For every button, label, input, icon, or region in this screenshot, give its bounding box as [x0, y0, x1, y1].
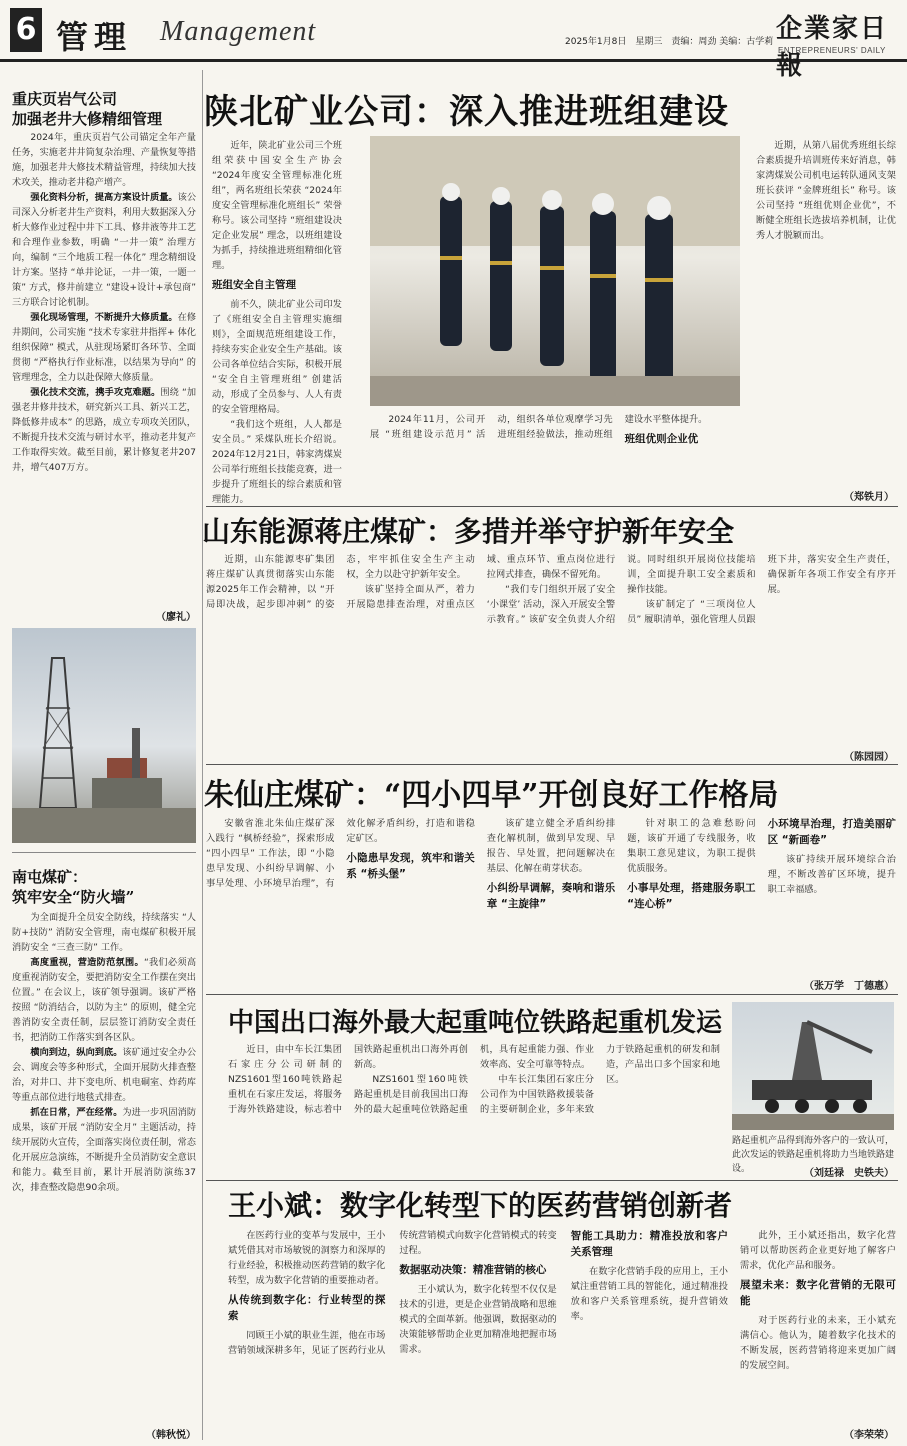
subhead: 数据驱动决策：精准营销的核心 — [399, 1264, 547, 1276]
section-title: 管理 — [56, 18, 133, 56]
article5-right — [740, 1228, 896, 1424]
oil-rig-photo — [12, 628, 196, 843]
left-bottom-author: （韩秋悦） — [146, 1430, 196, 1441]
article3-body — [206, 816, 896, 976]
subhead: 小隐患早发现，筑牢和谐关系 “桥头堡” — [346, 852, 475, 880]
article5-body — [228, 1228, 728, 1440]
paragraph: NZS1601型160吨铁路起重机是目前我国出口海外的最大起重吨位铁路起重机，具有起重能力强、作业效率高、安全可靠等特点。 — [354, 1044, 594, 1115]
paragraph: “我们这个班组，人人都是安全员。” 采煤队班长介绍说。2024年12月21日，韩家湾煤炭公司举行班组长技能竞赛，进一步提升了班组长的综合素质和管理能力。 — [212, 419, 342, 505]
left-bottom-headline-1: 南屯煤矿： — [12, 868, 88, 886]
paragraph: 在修井期间，公司实施 “技术专家驻井指挥+ 体化组织保障” 模式，从驻现场紧盯各环节、全面贯彻 “严格执行作业标准，以结果为导向” 的管理理念，全力以赴保障大修质量。 — [12, 312, 197, 383]
subhead: 班组优则企业优 — [624, 433, 699, 445]
divider — [206, 506, 898, 507]
paragraph: 为进一步巩固消防成果，该矿开展 “消防安全月” 主题活动，持续开展防火宣传，全面落实岗位责任制，常态化开展应急演练，不断提升全员消防安全意识和能力。截至目前，累计开展消防演练37次，排查整改隐患90余项。 — [12, 1107, 197, 1193]
paragraph: 围绕 “加强老井修井技术，研究新兴工具、新兴工艺，降低修井成本” 的思路，成立专项攻关团队，不断提升技术交流与研讨水平，推动老井复产工作取得实效。截至目前，累计修复老井207井，增气407万方。 — [12, 387, 197, 473]
paragraph: 该矿坚持全面从严，着力开展隐患排查治理，对重点区域、重点环节、重点岗位进行拉网式排查，确保不留死角。 — [346, 554, 616, 610]
left-bottom-body — [12, 910, 196, 1422]
subhead: 小事早处理，搭建服务职工 “连心桥” — [627, 882, 756, 910]
paragraph: 近期，山东能源枣矿集团蒋庄煤矿认真贯彻落实山东能源2025年工作会精神，以 “开局即决战，起步即冲刺” 的姿态，牢牢抓住安全生产主动权，全力以赴守护新年安全。 — [206, 554, 475, 610]
divider — [206, 994, 898, 995]
article5-headline: 王小斌：数字化转型下的医药营销创新者 — [228, 1189, 733, 1222]
paragraph: 2024年11月，公司开展 “班组建设示范月” 活动，组织各单位观摩学习先进班组经验做法，推动班组建设水平整体提升。 — [370, 414, 708, 440]
paragraph: 该公司深入分析老井生产资料，利用大数据深入分析大修作业过程中井下工具、修井液等井工艺和合理作业参数，明确 “一井一策” 治理方向，编制 “三个地质工程一体化” 理念精细设计方案。坚持 “单井论证，一井一策，一题一策” 方式，修井前建立 “建设+设计+承包商” 三方联合讨论机制。 — [12, 192, 197, 308]
keyword: 高度重视，营造防范氛围。 — [30, 957, 144, 968]
oil-rig-icon — [12, 628, 196, 843]
article3-headline: 朱仙庄煤矿：“四小四早”开创良好工作格局 — [204, 778, 779, 813]
article5-author: （李荣荣） — [844, 1430, 894, 1441]
paragraph: 近日，由中车长江集团石家庄分公司研制的NZS1601型160吨铁路起重机在石家庄发运，将服务于海外铁路建设，标志着中国铁路起重机出口海外再创新高。 — [228, 1044, 468, 1115]
left-bottom-headline-2: 筑牢安全“防火墙” — [12, 888, 135, 906]
page-number: 6 — [10, 8, 42, 52]
left-divider — [12, 852, 196, 853]
paragraph: 该矿持续开展环境综合治理，不断改善矿区环境，提升职工幸福感。 — [767, 854, 896, 895]
date-line: 2025年1月8日 星期三 责编：周劲 美编：古学莉 — [565, 37, 774, 47]
subhead: 班组安全自主管理 — [212, 279, 296, 291]
paragraph: 为全面提升全员安全防线，持续落实 “人防+技防” 消防安全管理，南屯煤矿积极开展消防安全 “三查三防” 工作。 — [12, 912, 196, 953]
paragraph: 近年，陕北矿业公司三个班组荣获中国安全生产协会 “2024年度安全管理标准化班组”，两名班组长荣获 “2024年度安全管理标准化班组长” 荣誉称号。该公司坚持 “班组建设决定企业发展” 理念，以班组建设为抓手，持续推进班组精细化管理。 — [212, 140, 342, 271]
paragraph: 该矿建立健全矛盾纠纷排查化解机制，做到早发现、早报告、早处置，把问题解决在基层、化解在萌芽状态。 — [486, 818, 616, 874]
paragraph: “我们必须高度重视消防安全，要把消防安全工作摆在突出位置。” 在会议上，该矿领导强调。该矿严格按照 “防消结合，以防为主” 的原则，健全完善消防安全责任制，层层签订消防安全责任书，把消防工作落实到各区队。 — [12, 957, 197, 1043]
left-top-author: （廖礼） — [156, 612, 196, 623]
paragraph: 该矿制定了 “三项岗位人员” 履职清单，强化管理人员跟班下井，落实安全生产责任，确保新年各项工作安全有序开展。 — [627, 554, 896, 625]
paragraph: 2024年，重庆页岩气公司锚定全年产量任务，实施老井井筒复杂治理、产量恢复等措施，加强老井大修技术精益管理，持续加大技术攻关，推动老井稳产增产。 — [12, 132, 196, 188]
article1-col1 — [212, 138, 342, 505]
paragraph: 中车长江集团石家庄分公司作为中国铁路救援装备的主要研制企业，多年来致力于铁路起重机的研发和制造，产品出口多个国家和地区。 — [480, 1044, 720, 1115]
column-rule — [202, 70, 203, 1440]
article4-headline: 中国出口海外最大起重吨位铁路起重机发运 — [228, 1008, 723, 1038]
crane-caption: 路起重机产品得到海外客户的一致认可，此次发运的铁路起重机将助力当地铁路建设。 — [732, 1136, 895, 1174]
paragraph: 此外，王小斌还指出，数字化营销可以帮助医药企业更好地了解客户需求，优化产品和服务。 — [740, 1230, 896, 1271]
left-top-body — [12, 130, 196, 610]
article2-author: （陈园园） — [844, 752, 894, 763]
railway-crane-photo — [732, 1002, 894, 1130]
paragraph: 王小斌认为，数字化转型不仅仅是技术的引进，更是企业营销战略和思维模式的全面革新。他强调，数据驱动的决策能够帮助企业更加精准地把握市场需求。 — [399, 1284, 557, 1355]
article1-col-right — [756, 138, 896, 488]
article4-author: （刘廷禄 史铁夫） — [804, 1168, 894, 1179]
newspaper-logo: 企業家日報 — [776, 14, 889, 81]
keyword: 强化现场管理，不断提升大修质量。 — [30, 312, 178, 323]
keyword: 横向到边，纵向到底。 — [30, 1047, 123, 1058]
left-top-headline-2: 加强老井大修精细管理 — [12, 110, 163, 128]
subhead: 小纠纷早调解，奏响和谐乐章 “主旋律” — [486, 882, 616, 910]
keyword: 强化资料分析，提高方案设计质量。 — [30, 192, 178, 203]
paragraph: 该矿通过安全办公会、调度会等多种形式，全面开展防火排查整治，对井口、井下变电所、机电硐室、炸药库等重点部位进行地毯式排查。 — [12, 1047, 197, 1103]
subhead: 小环境早治理，打造美丽矿区 “新画卷” — [767, 818, 896, 846]
paragraph: 在数字化营销手段的应用上，王小斌注重营销工具的智能化，通过精准投放和客户关系管理系统，提升营销效率。 — [570, 1266, 728, 1322]
masthead — [0, 0, 907, 81]
divider — [206, 764, 898, 765]
subhead: 智能工具助力：精准投放和客户关系管理 — [570, 1230, 728, 1258]
article1-col3 — [370, 412, 740, 508]
keyword: 强化技术交流，携手攻克难题。 — [30, 387, 161, 398]
paragraph: 对于医药行业的未来，王小斌充满信心。他认为，随着数字化技术的不断发展，医药营销将迎来更加广阔的发展空间。 — [740, 1315, 896, 1371]
article2-headline: 山东能源蒋庄煤矿：多措并举守护新年安全 — [202, 515, 735, 548]
article3-author: （张万学 丁德惠） — [804, 981, 894, 992]
left-top-headline-1: 重庆页岩气公司 — [12, 90, 118, 108]
workers-icon — [370, 136, 740, 406]
paragraph: 前不久，陕北矿业公司印发了《班组安全自主管理实施细则》，全面规范班组建设工作，持续夯实企业安全生产基础。该公司各单位结合实际，积极开展 “安全自主管理班组” 创建活动，形成了全员参与、人人有责的安全管理格局。 — [212, 299, 342, 415]
newspaper-logo-en: ENTREPRENEURS' DAILY — [778, 46, 886, 55]
crane-icon — [732, 1002, 894, 1130]
section-title-en: Management — [160, 16, 317, 47]
paragraph: 在医药行业的变革与发展中，王小斌凭借其对市场敏锐的洞察力和深厚的行业经验，积极推动医药营销的数字化转型，成为数字化营销的重要推动者。 — [228, 1230, 386, 1286]
paragraph: 同顾王小斌的职业生涯，他在市场营销领域深耕多年，见证了医药行业从传统营销模式向数字化营销模式的转变过程。 — [228, 1230, 557, 1356]
keyword: 抓在日常，严在经常。 — [30, 1107, 123, 1118]
paragraph: 针对职工的急难愁盼问题，该矿开通了专线服务，收集职工意见建议，为职工提供优质服务。 — [627, 818, 756, 874]
divider — [206, 1180, 898, 1181]
article1-author: （郑铁月） — [844, 492, 894, 503]
workers-marching-photo — [370, 136, 740, 406]
paragraph: 近期，从第八届优秀班组长综合素质提升培训班传来好消息，韩家湾煤炭公司机电运转队通风支架班长获评 “金牌班组长” 称号。该公司坚持 “班组优则企业优”，不断健全班组长选拔培养机制，让优秀人才脱颖而出。 — [756, 140, 896, 241]
article1-headline: 陕北矿业公司：深入推进班组建设 — [204, 92, 729, 132]
article4-body — [228, 1042, 720, 1160]
article2-body — [206, 552, 896, 748]
subhead: 从传统到数字化：行业转型的探索 — [228, 1294, 386, 1322]
subhead: 展望未来：数字化营销的无限可能 — [740, 1279, 896, 1307]
paragraph: “我们专门组织开展了安全 ‘小课堂’ 活动，深入开展安全警示教育。” 该矿安全负责人介绍说。同时组织开展岗位技能培训，全面提升职工安全素质和操作技能。 — [486, 554, 756, 625]
paragraph: 安徽省淮北朱仙庄煤矿深入践行 “枫桥经验”，探索形成 “四小四早” 工作法，即 “小隐患早发现、小纠纷早调解、小事早处理、小环境早治理”，有效化解矛盾纠纷，打造和谐稳定矿区。 — [206, 818, 475, 889]
